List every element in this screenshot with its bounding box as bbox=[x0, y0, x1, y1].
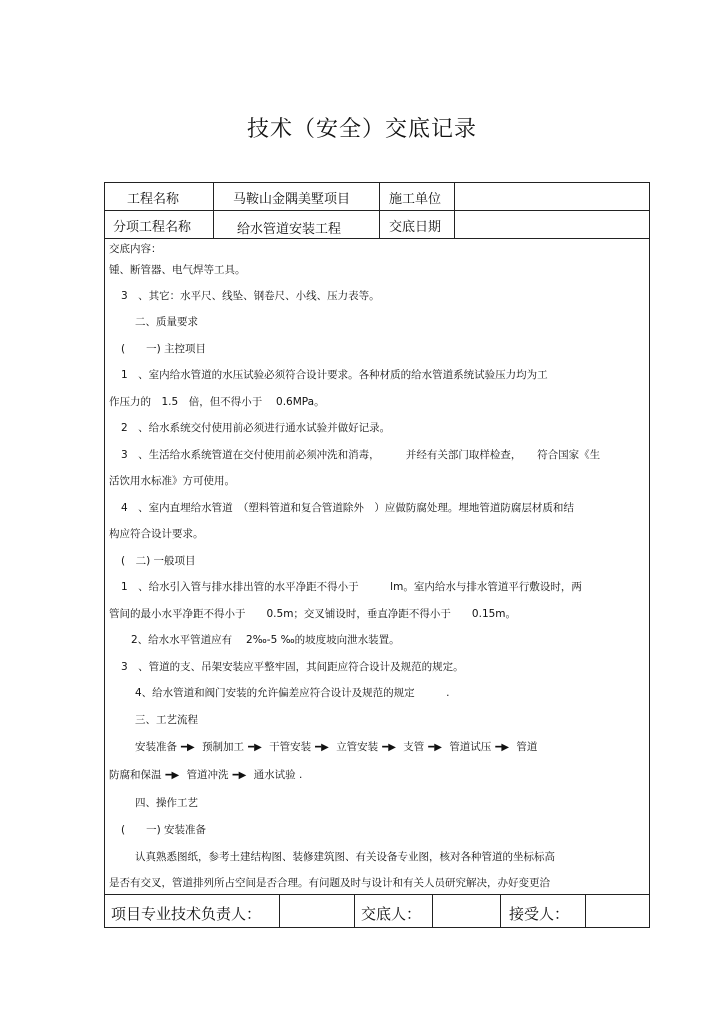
content-line: 3 、生活给水系统管道在交付使用前必须冲洗和消毒， 并经有关部门取样检查， 符合国家《生 bbox=[121, 449, 601, 461]
right-arrow-icon: ━▶ bbox=[382, 742, 396, 753]
right-arrow-icon: ━▶ bbox=[495, 742, 510, 753]
col-divider bbox=[279, 894, 280, 927]
row-divider bbox=[105, 894, 649, 895]
content-line: 2、给水水平管道应有 2‰-5 ‰的坡度坡向泄水装置。 bbox=[131, 634, 400, 646]
content-line: ( 一) 安装准备 bbox=[121, 824, 207, 836]
content-line: 二、质量要求 bbox=[135, 316, 198, 328]
right-arrow-icon: ━▶ bbox=[181, 742, 195, 753]
project-name-value: 马鞍山金隅美墅项目 bbox=[233, 192, 351, 207]
right-arrow-icon: ━▶ bbox=[165, 770, 180, 781]
col-divider bbox=[454, 183, 455, 238]
content-line: ( 二) 一般项目 bbox=[121, 555, 196, 567]
right-arrow-icon: ━▶ bbox=[315, 742, 329, 753]
receiver-label: 接受人： bbox=[509, 905, 570, 923]
flow-step: 预制加工 bbox=[202, 741, 245, 753]
col-divider bbox=[213, 183, 214, 238]
row-divider bbox=[105, 210, 649, 211]
flow-step: 立管安装 bbox=[336, 741, 379, 753]
tech-lead-label: 项目专业技术负责人： bbox=[111, 905, 262, 923]
right-arrow-icon: ━▶ bbox=[428, 742, 442, 753]
content-line: 管间的最小水平净距不得小于 0.5m；交叉铺设时，垂直净距不得小于 0.15m。 bbox=[109, 608, 517, 620]
construction-unit-label: 施工单位 bbox=[389, 192, 442, 207]
col-divider bbox=[379, 183, 380, 238]
content-line: 3 、其它：水平尺、线坠、钢卷尺、小线、压力表等。 bbox=[121, 290, 380, 302]
flow-step: 管道试压 bbox=[449, 741, 492, 753]
flow-step: 干管安装 bbox=[269, 741, 312, 753]
flow-step: 通水试验 . bbox=[253, 769, 303, 781]
subproject-name-label: 分项工程名称 bbox=[113, 220, 192, 235]
content-line: 活饮用水标准》方可使用。 bbox=[109, 475, 235, 487]
process-flow-row bbox=[109, 767, 302, 782]
content-line: 4 、室内直埋给水管道 （塑料管道和复合管道除外 ）应做防腐处理。埋地管道防腐层材质和结 bbox=[121, 502, 574, 514]
col-divider bbox=[585, 894, 586, 927]
page-title: 技术（安全）交底记录 bbox=[246, 117, 477, 142]
project-name-label: 工程名称 bbox=[127, 192, 180, 207]
flow-step: 管道 bbox=[516, 741, 538, 753]
content-line: 认真熟悉图纸，参考土建结构图、装修建筑图、有关设备专业图，核对各种管道的坐标标高 bbox=[135, 851, 555, 863]
content-line: 四、操作工艺 bbox=[135, 797, 198, 809]
col-divider bbox=[432, 894, 433, 927]
flow-step: 防腐和保温 bbox=[109, 769, 162, 781]
content-line: 是否有交叉，管道排列所占空间是否合理。有问题及时与设计和有关人员研究解决，办好变更洽 bbox=[109, 877, 550, 889]
content-line: 作压力的 1.5 倍，但不得小于 0.6MPa。 bbox=[109, 396, 325, 408]
flow-step: 安装准备 bbox=[135, 741, 177, 753]
col-divider bbox=[354, 894, 355, 927]
content-line: 构应符合设计要求。 bbox=[109, 528, 204, 540]
content-line: ( 一) 主控项目 bbox=[121, 343, 207, 355]
right-arrow-icon: ━▶ bbox=[248, 742, 262, 753]
process-flow-row bbox=[135, 739, 537, 754]
flow-step: 管道冲洗 bbox=[186, 769, 229, 781]
content-line: 锺、断管器、电气焊等工具。 bbox=[109, 264, 246, 276]
disclosure-date-label: 交底日期 bbox=[389, 220, 442, 235]
subproject-name-value: 给水管道安装工程 bbox=[237, 222, 342, 237]
content-label: 交底内容： bbox=[109, 243, 162, 255]
content-line: 1 、室内给水管道的水压试验必须符合设计要求。各种材质的给水管道系统试验压力均为工 bbox=[121, 369, 548, 381]
right-arrow-icon: ━▶ bbox=[232, 770, 247, 781]
col-divider bbox=[500, 894, 501, 927]
content-line: 2 、给水系统交付使用前必须进行通水试验并做好记录。 bbox=[121, 422, 391, 434]
content-line: 1 、给水引入管与排水排出管的水平净距不得小于 lm。室内给水与排水管道平行敷设时，两 bbox=[121, 581, 582, 593]
discloser-label: 交底人： bbox=[361, 905, 422, 923]
content-line: 3 、管道的支、吊架安装应平整牢固，其间距应符合设计及规范的规定。 bbox=[121, 661, 464, 673]
row-divider bbox=[105, 238, 649, 239]
record-table bbox=[104, 182, 650, 928]
content-line: 三、工艺流程 bbox=[135, 714, 198, 726]
content-line: 4、给水管道和阀门安装的允许偏差应符合设计及规范的规定 . bbox=[135, 687, 450, 699]
flow-step: 支管 bbox=[403, 741, 425, 753]
